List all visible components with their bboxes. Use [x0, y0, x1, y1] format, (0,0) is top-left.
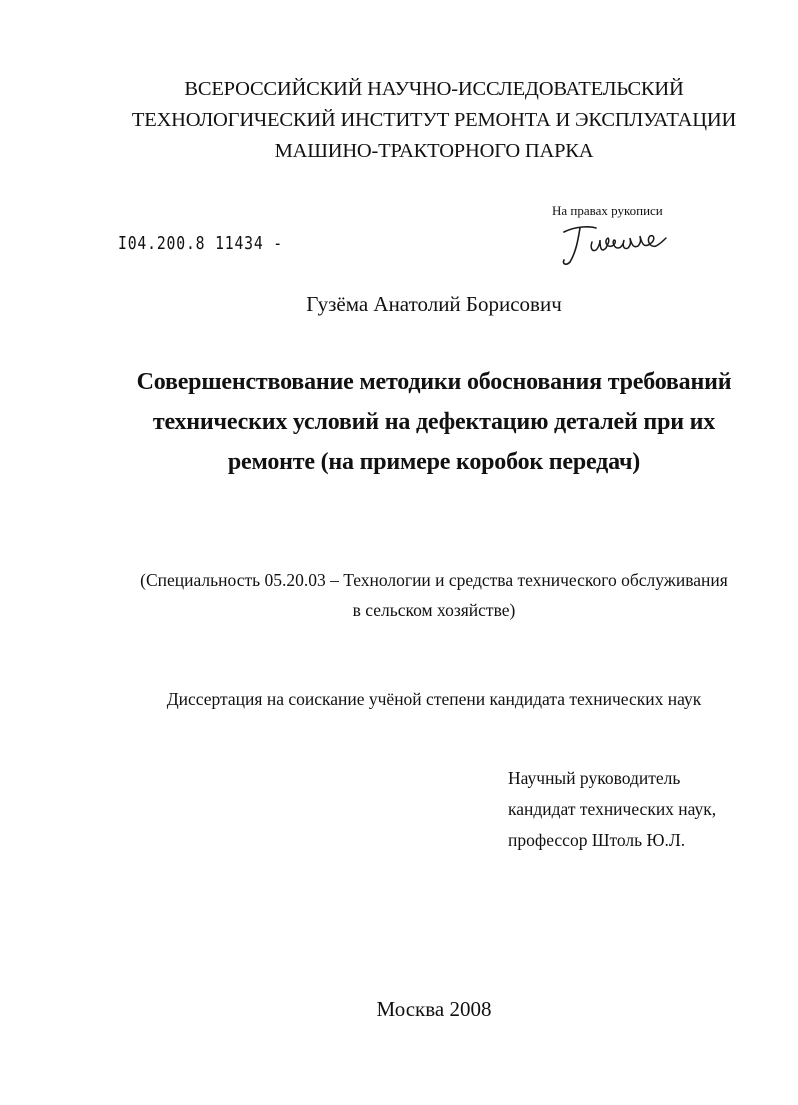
title-line-1: Совершенствование методики обоснования требований — [136, 369, 732, 395]
manuscript-rights-label: На правах рукописи — [552, 203, 663, 218]
specialty-line-2: в сельском хозяйстве) — [352, 600, 516, 620]
supervisor-block — [508, 763, 716, 856]
registration-number-stamp: I04.200.8 11434 - — [118, 233, 284, 254]
handwritten-signature — [556, 218, 674, 268]
institution-name — [0, 74, 798, 167]
institution-line-3: МАШИНО-ТРАКТОРНОГО ПАРКА — [274, 140, 594, 162]
specialty — [0, 565, 798, 625]
institution-line-2: ТЕХНОЛОГИЧЕСКИЙ ИНСТИТУТ РЕМОНТА И ЭКСПЛУАТАЦИИ — [131, 109, 737, 131]
degree-statement: Диссертация на соискание учёной степени кандидата технических наук — [166, 689, 702, 709]
institution-line-1: ВСЕРОССИЙСКИЙ НАУЧНО-ИССЛЕДОВАТЕЛЬСКИЙ — [184, 78, 684, 100]
title-line-2: технических условий на дефектацию деталей при их — [152, 409, 716, 435]
dissertation-title — [0, 362, 798, 482]
city-year: Москва 2008 — [376, 997, 492, 1021]
supervisor-name: профессор Штоль Ю.Л. — [508, 830, 686, 850]
author-name: Гузёма Анатолий Борисович — [306, 292, 562, 316]
specialty-line-1: (Специальность 05.20.03 – Технологии и средства технического обслуживания — [140, 570, 728, 590]
supervisor-degree: кандидат технических наук, — [508, 799, 717, 819]
supervisor-role: Научный руководитель — [508, 768, 681, 788]
title-line-3: ремонте (на примере коробок передач) — [227, 449, 641, 475]
